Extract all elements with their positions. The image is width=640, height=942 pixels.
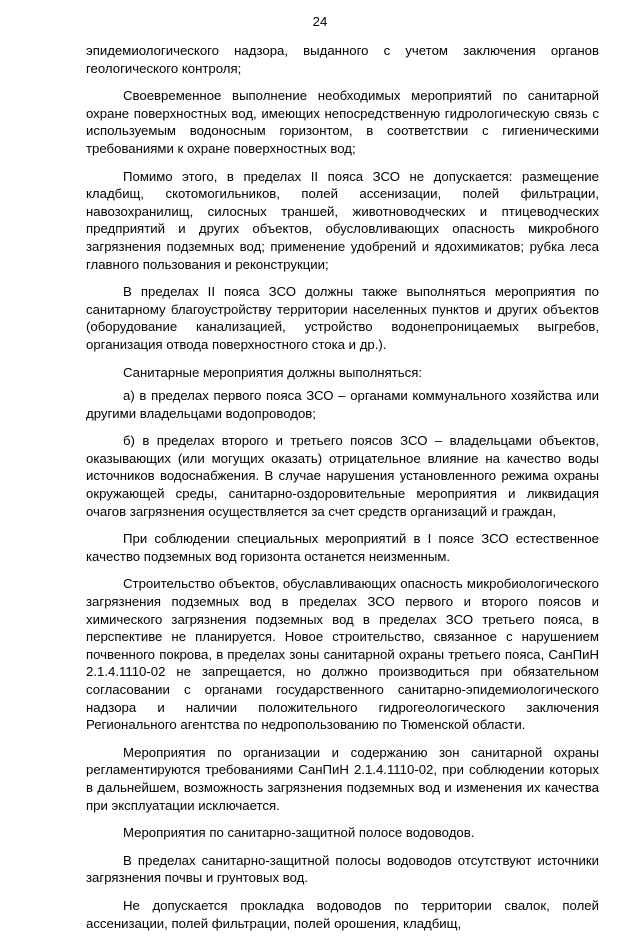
paragraph: Своевременное выполнение необходимых мероприятий по санитарной охране поверхностных вод, имеющих непосредственную гидрологическую связь с используемым водоносным горизонтом, в соответствии с гигиеническими требованиями к охране поверхностных вод; <box>86 88 599 156</box>
paragraph: Помимо этого, в пределах II пояса ЗСО не допускается: размещение кладбищ, скотомогильников, полей ассенизации, полей фильтрации, навозохранилищ, силосных траншей, животноводческих и птицеводческих предприятий и других объектов, обусловливающих опасность микробного загрязнения подземных вод; применение удобрений и ядохимикатов; рубка леса главного пользования и реконструкции; <box>86 168 599 272</box>
document-body <box>86 42 599 942</box>
paragraph: Не допускается прокладка водоводов по территории свалок, полей ассенизации, полей фильтрации, полей орошения, кладбищ, <box>86 897 599 931</box>
paragraph: б) в пределах второго и третьего поясов ЗСО – владельцами объектов, оказывающих (или могущих оказать) отрицательное влияние на качество воды источников водоснабжения. В случае нарушения установленного режима охраны окружающей среды, санитарно-оздоровительные мероприятия и ликвидация очагов загрязнения осуществляется за счет средств организаций и граждан, <box>86 433 599 519</box>
page-number: 24 <box>312 14 328 29</box>
paragraph: В пределах санитарно-защитной полосы водоводов отсутствуют источники загрязнения почвы и грунтовых вод. <box>86 852 599 886</box>
paragraph: В пределах II пояса ЗСО должны также выполняться мероприятия по санитарному благоустройству территории населенных пунктов и других объектов (оборудование канализацией, устройство водонепроницаемых выгребов, организация отвода поверхностного стока и др.). <box>86 284 599 352</box>
paragraph: а) в пределах первого пояса ЗСО – органами коммунального хозяйства или другими владельцами водопроводов; <box>86 388 599 421</box>
paragraph: Мероприятия по санитарно-защитной полосе водоводов. <box>123 825 475 841</box>
paragraph: При соблюдении специальных мероприятий в I поясе ЗСО естественное качество подземных вод горизонта останется неизменным. <box>86 531 599 564</box>
paragraph: Строительство объектов, обуславливающих опасность микробиологического загрязнения подземных вод в пределах ЗСО первого и второго поясов и химического загрязнения подземных вод в пределах ЗСО третьего пояса, в перспективе не планируется. Новое строительство, связанное с нарушением почвенного покрова, в пределах зоны санитарной охраны третьего пояса, СанПиН 2.1.4.1110-02 не запрещается, но должно производиться при обязательном согласовании с органами государственного санитарно-эпидемиологического надзора и наличии положительного гидрогеологического заключения Регионального агентства по недропользованию по Тюменской области. <box>86 576 599 733</box>
paragraph: эпидемиологического надзора, выданного с учетом заключения органов геологического контроля; <box>86 43 599 76</box>
paragraph: Мероприятия по организации и содержанию зон санитарной охраны регламентируются требованиями СанПиН 2.1.4.1110-02, при соблюдении которых в дальнейшем, возможность загрязнения подземных вод и изменения их качества при эксплуатации исключается. <box>86 744 599 813</box>
paragraph: Санитарные мероприятия должны выполняться: <box>123 364 423 380</box>
